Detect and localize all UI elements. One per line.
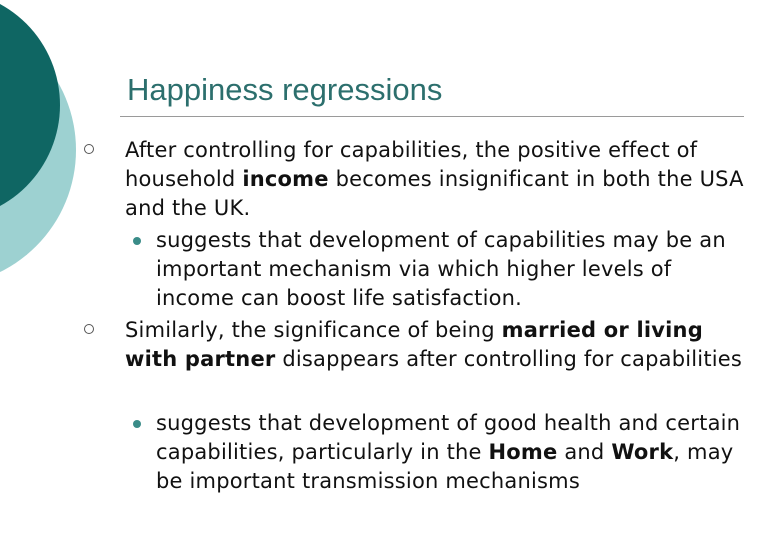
sub-bullet-2-text-c: , may be important transmission mechanisms [156,440,734,493]
sub-bullet-1-text: suggests that development of capabilities may be an important mechanism via which higher levels of income can boost life satisfaction. [156,228,726,310]
sub-bullet-2-text-b: and [557,440,612,464]
bullet-item-1 [125,136,745,223]
bullet-1-emphasis: income [242,167,329,191]
bullet-2-text-b: disappears after controlling for capabilities [275,347,743,371]
bullet-item-2 [125,316,745,374]
bullet-2-text-a: Similarly, the significance of being [125,318,502,342]
slide-title: Happiness regressions [127,72,443,107]
sub-bullet-item-2 [156,409,746,496]
sub-bullet-2-text-a: suggests that development of good health and certain capabilities, particularly in the [156,411,741,464]
filled-bullet-icon [133,420,141,428]
bullet-1-text-b: becomes insignificant in both the USA and the UK. [125,167,744,220]
sub-bullet-item-1 [156,226,746,313]
hollow-bullet-icon [84,144,94,154]
bullet-1-text-a: After controlling for capabilities, the positive effect of household [125,138,698,191]
filled-bullet-icon [133,237,141,245]
hollow-bullet-icon [84,324,94,334]
sub-bullet-2-emphasis-work: Work [611,440,674,464]
bullet-2-emphasis: married or living with partner [125,318,703,371]
sub-bullet-2-emphasis-home: Home [488,440,558,464]
